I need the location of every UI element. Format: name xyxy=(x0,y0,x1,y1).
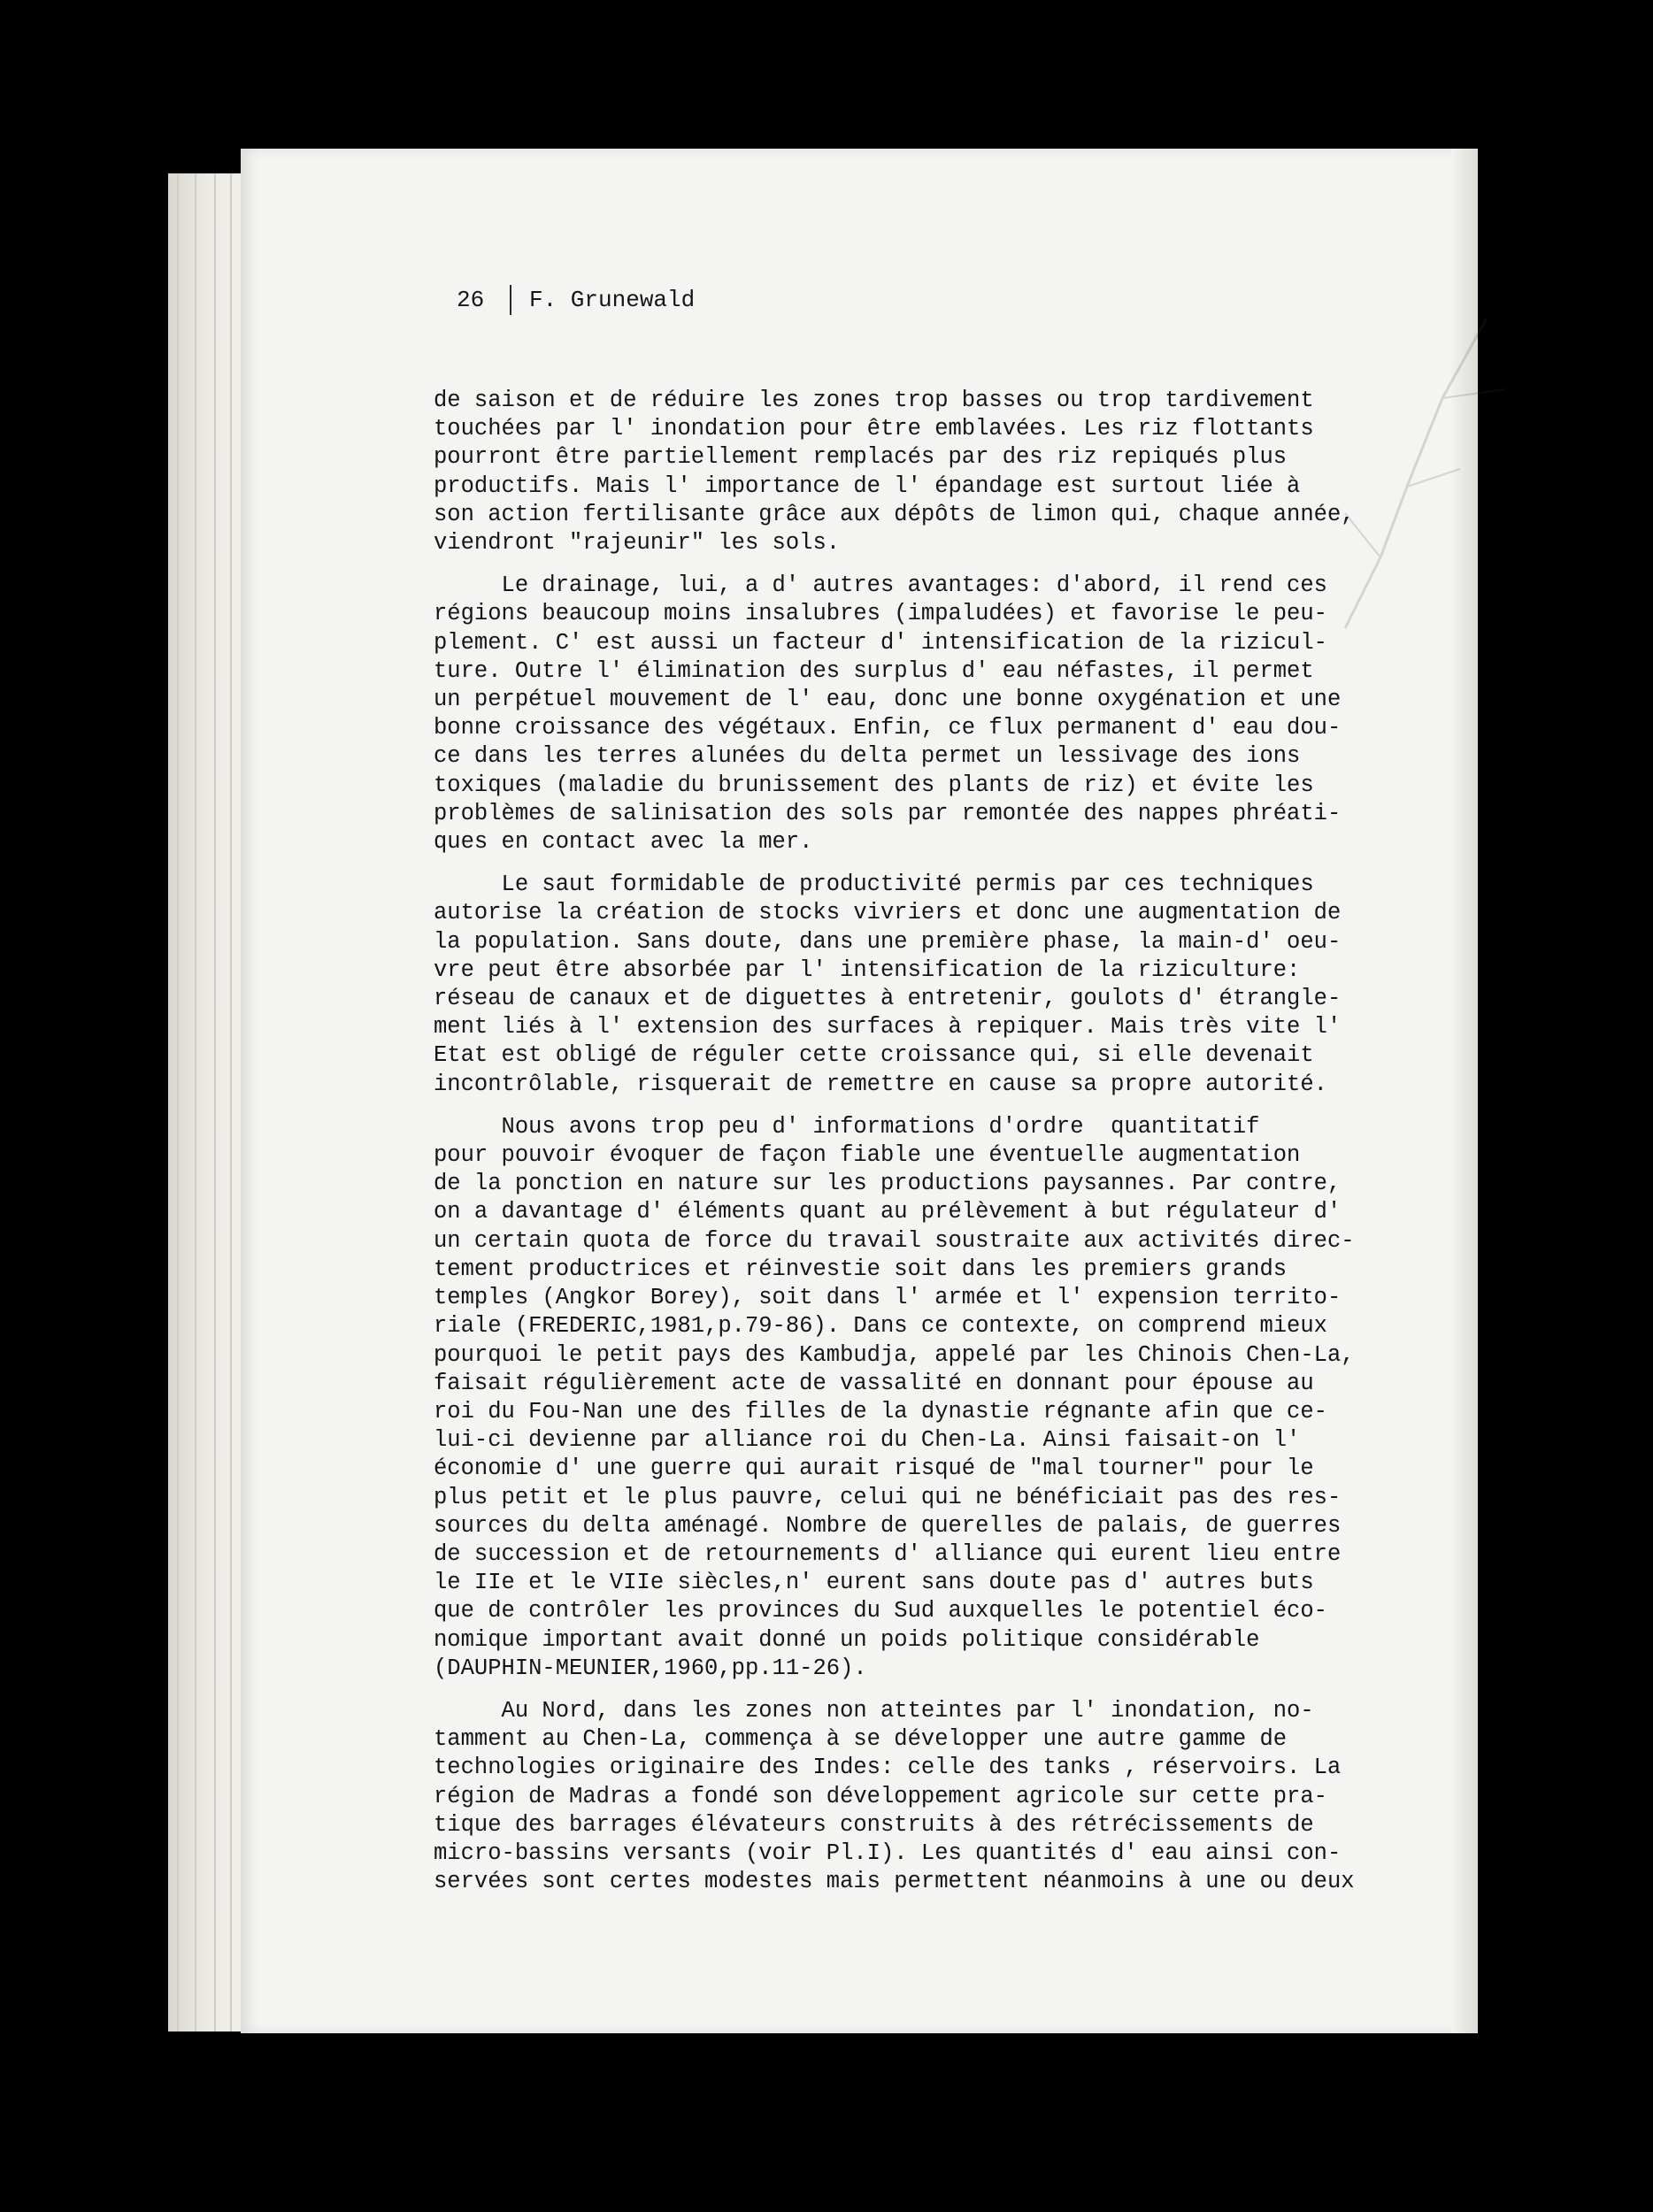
text-line: sources du delta aménagé. Nombre de querelles de palais, de guerres xyxy=(434,1512,1342,1539)
text-line: pour pouvoir évoquer de façon fiable une éventuelle augmentation xyxy=(434,1142,1301,1169)
text-line: un perpétuel mouvement de l' eau, donc une bonne oxygénation et une xyxy=(434,687,1342,713)
text-line: micro-bassins versants (voir Pl.I). Les quantités d' eau ainsi con- xyxy=(434,1839,1342,1866)
text-line: région de Madras a fondé son développement agricole sur cette pra- xyxy=(434,1783,1327,1809)
text-line: incontrôlable, risquerait de remettre en cause sa propre autorité. xyxy=(434,1071,1327,1097)
text-line: tamment au Chen-La, commença à se développer une autre gamme de xyxy=(434,1726,1288,1753)
text-line: réseau de canaux et de diguettes à entretenir, goulots d' étrangle- xyxy=(434,986,1342,1012)
text-line: régions beaucoup moins insalubres (impaludées) et favorise le peu- xyxy=(434,601,1327,627)
text-line: pourront être partiellement remplacés par des riz repiqués plus xyxy=(434,444,1288,471)
text-line: tique des barrages élévateurs construits à des rétrécissements de xyxy=(434,1811,1314,1838)
text-line: lui-ci devienne par alliance roi du Chen-La. Ainsi faisait-on l' xyxy=(434,1427,1301,1454)
text-line: on a davantage d' éléments quant au prélèvement à but régulateur d' xyxy=(434,1199,1342,1225)
text-line: riale (FREDERIC,1981,p.79-86). Dans ce contexte, on comprend mieux xyxy=(434,1313,1327,1340)
text-line: son action fertilisante grâce aux dépôts de limon qui, chaque année, xyxy=(434,501,1355,527)
text-line: servées sont certes modestes mais permettent néanmoins à une ou deux xyxy=(434,1869,1355,1895)
text-line: autorise la création de stocks vivriers et donc une augmentation de xyxy=(434,900,1342,926)
text-line: plement. C' est aussi un facteur d' intensification de la rizicul- xyxy=(434,629,1327,656)
text-line: productifs. Mais l' importance de l' épandage est surtout liée à xyxy=(434,472,1301,499)
text-line: ment liés à l' extension des surfaces à repiquer. Mais très vite l' xyxy=(434,1014,1342,1041)
text-line: roi du Fou-Nan une des filles de la dynastie régnante afin que ce- xyxy=(434,1398,1327,1425)
text-line: ce dans les terres alunées du delta permet un lessivage des ions xyxy=(434,743,1301,770)
text-line: vre peut être absorbée par l' intensification de la riziculture: xyxy=(434,956,1301,983)
text-line: Nous avons trop peu d' informations d'ordre quantitatif xyxy=(434,1113,1260,1140)
paragraph xyxy=(434,1697,1395,1896)
text-line: faisait régulièrement acte de vassalité en donnant pour épouse au xyxy=(434,1370,1314,1396)
text-line: Etat est obligé de réguler cette croissance qui, si elle devenait xyxy=(434,1042,1314,1069)
paragraph xyxy=(434,1113,1395,1683)
text-line: plus petit et le plus pauvre, celui qui ne bénéficiait pas des res- xyxy=(434,1484,1342,1510)
text-line: tement productrices et réinvestie soit dans les premiers grands xyxy=(434,1256,1288,1282)
text-line: économie d' une guerre qui aurait risqué de "mal tourner" pour le xyxy=(434,1455,1314,1482)
text-line: technologies originaire des Indes: celle des tanks , réservoirs. La xyxy=(434,1755,1342,1781)
text-line: pourquoi le petit pays des Kambudja, appelé par les Chinois Chen-La, xyxy=(434,1341,1355,1368)
text-line: ture. Outre l' élimination des surplus d' eau néfastes, il permet xyxy=(434,657,1314,684)
author-name: F. Grunewald xyxy=(529,287,696,313)
text-line: que de contrôler les provinces du Sud auxquelles le potentiel éco- xyxy=(434,1598,1327,1624)
body-text xyxy=(434,387,1395,1910)
text-line: Au Nord, dans les zones non atteintes par l' inondation, no- xyxy=(434,1697,1314,1724)
text-line: Le drainage, lui, a d' autres avantages: d'abord, il rend ces xyxy=(434,572,1327,599)
text-line: toxiques (maladie du brunissement des plants de riz) et évite les xyxy=(434,772,1314,798)
text-line: temples (Angkor Borey), soit dans l' armée et l' expension territo- xyxy=(434,1285,1342,1311)
paragraph xyxy=(434,572,1395,856)
text-line: un certain quota de force du travail soustraite aux activités direc- xyxy=(434,1227,1355,1254)
text-line: la population. Sans doute, dans une première phase, la main-d' oeu- xyxy=(434,928,1342,955)
text-line: Le saut formidable de productivité permis par ces techniques xyxy=(434,872,1314,898)
paragraph xyxy=(434,871,1395,1099)
text-line: ques en contact avec la mer. xyxy=(434,829,813,856)
paragraph xyxy=(434,387,1395,557)
text-line: de saison et de réduire les zones trop basses ou trop tardivement xyxy=(434,388,1314,413)
text-line: le IIe et le VIIe siècles,n' eurent sans doute pas d' autres buts xyxy=(434,1570,1314,1596)
text-line: viendront "rajeunir" les sols. xyxy=(434,530,841,557)
header-divider xyxy=(510,285,511,315)
text-line: de succession et de retournements d' alliance qui eurent lieu entre xyxy=(434,1540,1342,1567)
text-line: de la ponction en nature sur les productions paysannes. Par contre, xyxy=(434,1171,1342,1197)
page-number: 26 xyxy=(457,287,485,313)
text-line: nomique important avait donné un poids politique considérable xyxy=(434,1626,1260,1653)
text-line: problèmes de salinisation des sols par remontée des nappes phréati- xyxy=(434,800,1342,826)
text-line: bonne croissance des végétaux. Enfin, ce flux permanent d' eau dou- xyxy=(434,715,1342,741)
running-header xyxy=(457,285,695,315)
text-line: (DAUPHIN-MEUNIER,1960,pp.11-26). xyxy=(434,1655,867,1681)
text-line: touchées par l' inondation pour être emblavées. Les riz flottants xyxy=(434,416,1314,442)
